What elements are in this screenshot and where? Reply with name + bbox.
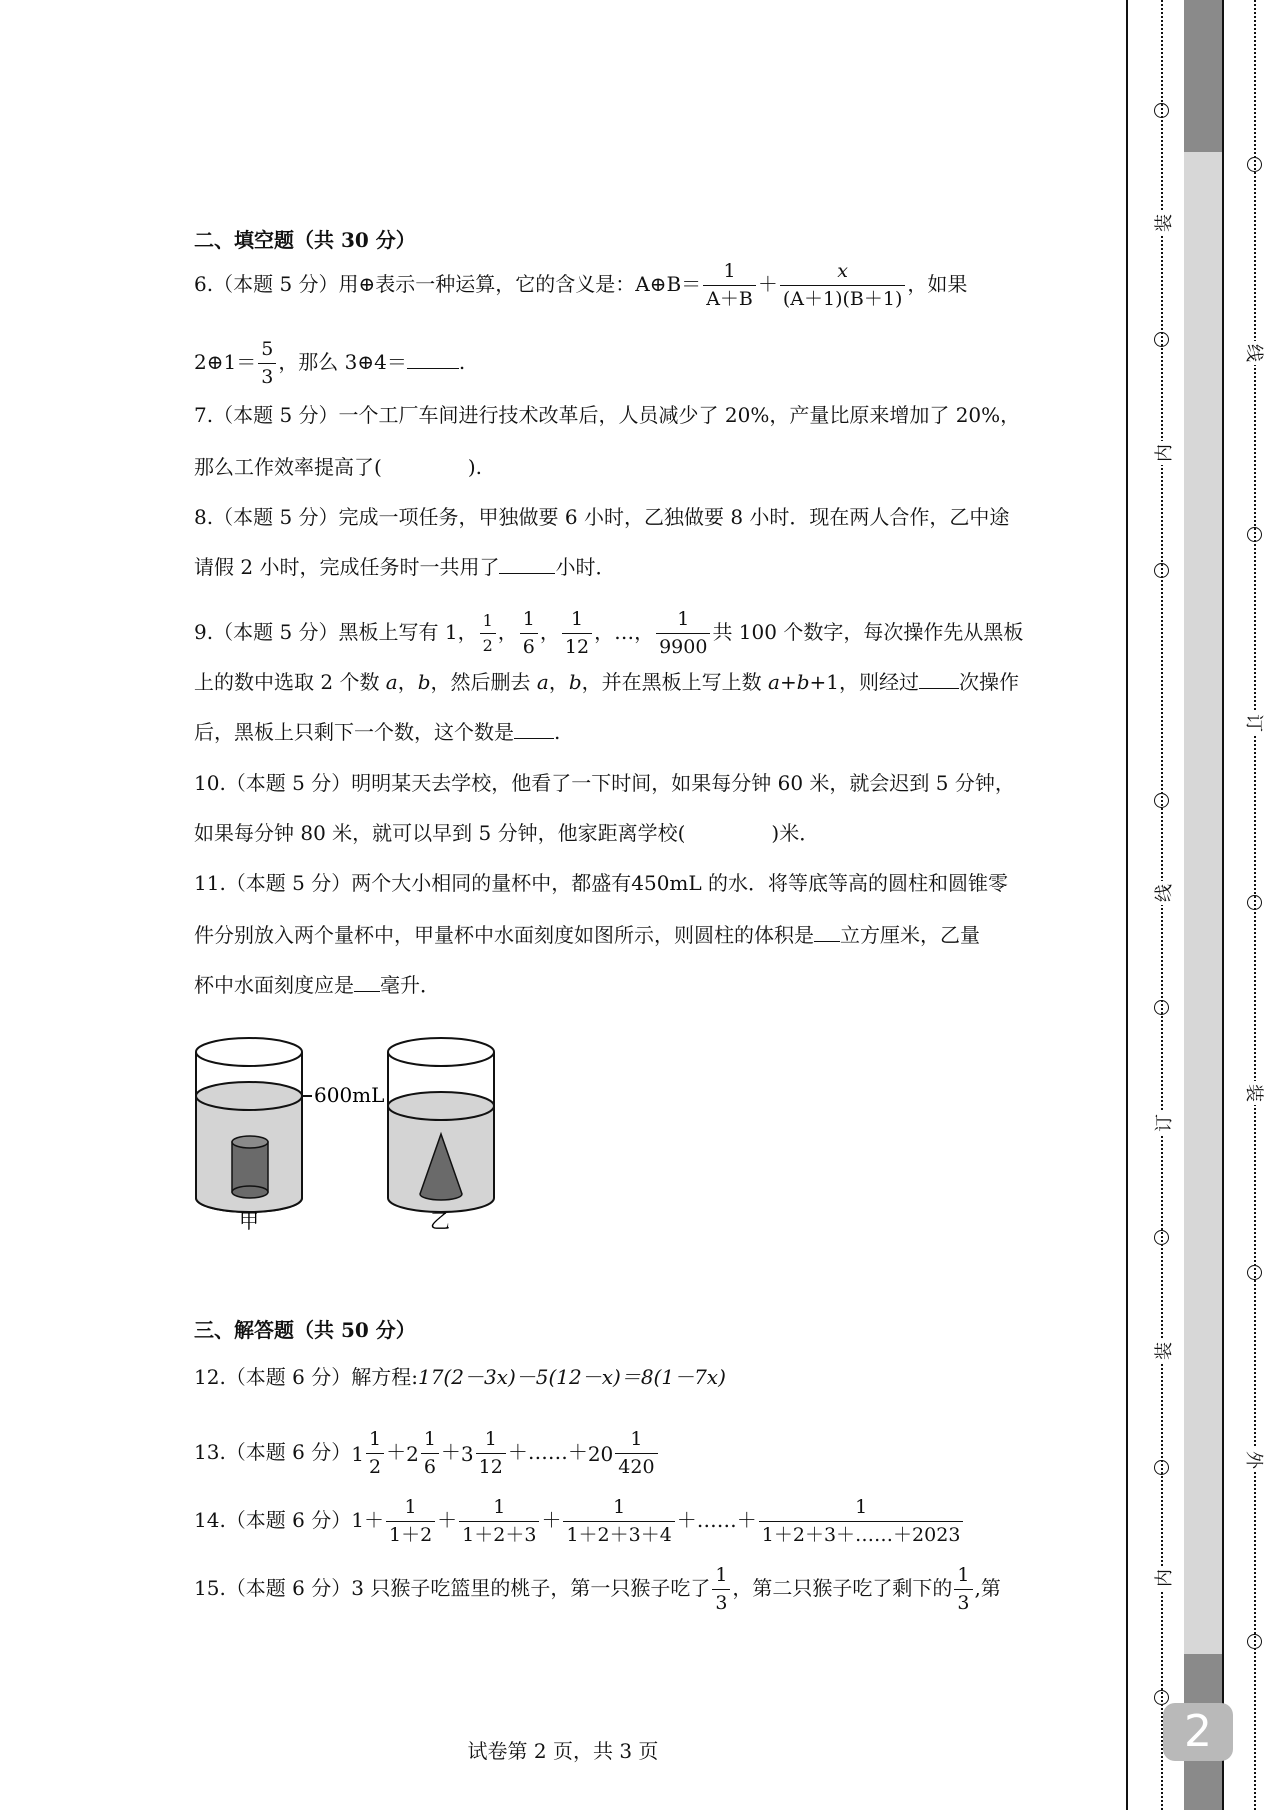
q13-dots: ＋……＋ (507, 1440, 588, 1464)
question-15 (194, 1566, 1001, 1613)
q8-l2-b: 小时． (555, 555, 616, 579)
cup-jia (196, 1038, 312, 1212)
q6-given-fraction: $\frac{5}{3}$ (258, 340, 276, 387)
q6-fraction-2: $\frac{x}{(A+1)(B+1)}$ (780, 262, 906, 309)
q11-l2-a: 件分别放入两个量杯中，甲量杯中水面刻度如图所示，则圆柱的体积是 (194, 923, 814, 947)
q8-answer-blank[interactable] (499, 553, 555, 574)
q9-fraction-3: $\frac{1}{12}$ (562, 610, 592, 657)
outer-circle-4 (1247, 1265, 1262, 1280)
q11-l3-a: 杯中水面刻度应是 (194, 973, 354, 997)
q6-l2-end: . (458, 350, 466, 374)
q9-answer-blank-2[interactable] (514, 718, 554, 739)
question-13: 13.（本题 6 分） 1 $\frac{1}{2}$ ＋ 2 $\frac{1}{6}$ ＋ 3 $\frac{1}{12}$ ＋……＋ 20 $\frac{1}{420}$ (194, 1430, 660, 1477)
q9-expr-plus: + (779, 670, 797, 694)
question-8-line-2 (194, 552, 615, 582)
q9-l2-a: 上的数中选取 2 个数 (194, 670, 386, 694)
q6-l2-b: ，那么 3⊕4＝ (278, 350, 407, 374)
q9-fraction-last: $\frac{1}{9900}$ (656, 610, 710, 657)
q7-l2-b: ). (467, 455, 482, 479)
q14-fraction-3: $\frac{1}{1+2+3+4}$ (563, 1498, 674, 1545)
q13-term-2: 2 $\frac{1}{6}$ (406, 1430, 441, 1477)
q11-answer-blank-1[interactable] (814, 921, 840, 942)
question-12 (194, 1362, 726, 1392)
q9-c4: ，并在黑板上写上数 (581, 670, 769, 694)
q9-var-b2: b (568, 670, 582, 694)
q7-l2-a: 那么工作效率提高了( (194, 455, 382, 479)
q15-a: 15.（本题 6 分）3 只猴子吃篮里的桃子，第一只猴子吃了 (194, 1576, 711, 1600)
q9-answer-blank-1[interactable] (919, 668, 959, 689)
binding-strip (1126, 0, 1280, 1810)
question-10-line-2 (194, 818, 819, 848)
inner-char-5: 装 (1150, 1339, 1176, 1363)
inner-circle-7 (1154, 1460, 1169, 1475)
question-7-line-1: 7.（本题 5 分）一个工厂车间进行技术改革后，人员减少了 20%，产量比原来增加了 20%， (194, 403, 1021, 427)
q9-l3-a: 后，黑板上只剩下一个数，这个数是 (194, 720, 514, 744)
q9-b: 共 100 个数字，每次操作先从黑板 (712, 620, 1024, 644)
outer-char-4: 外 (1242, 1448, 1268, 1472)
question-6-line-2 (194, 340, 465, 387)
q9-expr-b: b (796, 670, 810, 694)
q9-var-a2: a (536, 670, 549, 694)
outer-circle-2 (1247, 527, 1262, 542)
section-2-title: 二、填空题（共 30 分） (194, 228, 416, 252)
outer-char-2: 订 (1242, 711, 1268, 735)
q12-prefix: 12.（本题 6 分）解方程: (194, 1365, 418, 1389)
question-11-line-2 (194, 920, 980, 950)
page-number-badge[interactable]: 2 (1163, 1703, 1233, 1761)
strip-light-band (1184, 152, 1222, 1654)
q6-suffix: ，如果 (907, 272, 968, 296)
q11-answer-blank-2[interactable] (354, 971, 380, 992)
q15-b: ，第二只猴子吃了剩下的 (732, 1576, 953, 1600)
inner-char-3: 线 (1150, 881, 1176, 905)
inner-circle-4 (1154, 793, 1169, 808)
inner-circle-2 (1154, 332, 1169, 347)
question-14: 14.（本题 6 分）1＋ $\frac{1}{1+2}$ ＋ $\frac{1}{1+2+3}$ ＋ $\frac{1}{1+2+3+4}$ ＋……＋ $\frac{1}{1+2+3+\dots\dots+2023}$ (194, 1498, 965, 1545)
q6-plus: ＋ (757, 272, 778, 296)
inner-circle-8 (1154, 1690, 1169, 1705)
question-9-line-2 (194, 667, 1019, 697)
strip-right-border (1222, 0, 1224, 1810)
q10-l2-a: 如果每分钟 80 米，就可以早到 5 分钟，他家距离学校( (194, 821, 686, 845)
inner-circle-5 (1154, 1000, 1169, 1015)
q9-l2-end: 次操作 (959, 670, 1020, 694)
q14-dots: ＋……＋ (676, 1508, 757, 1532)
q13-term-1: 1 $\frac{1}{2}$ (351, 1430, 386, 1477)
question-9-line-3 (194, 717, 560, 747)
strip-dark-band-top (1184, 0, 1222, 152)
inner-char-4: 订 (1150, 1111, 1176, 1135)
q12-equation: 17(2－3x)－5(12－x)＝8(1－7x) (417, 1365, 726, 1389)
q9-fraction-1: $\frac{1}{2}$ (480, 613, 496, 654)
question-10-line-1: 10.（本题 5 分）明明某天去学校，他看了一下时间，如果每分钟 60 米，就会迟到 5 分钟， (194, 771, 1015, 795)
inner-char-6: 内 (1150, 1566, 1176, 1590)
q9-ellipsis: ，…， (594, 620, 655, 644)
question-6-line-1 (194, 262, 967, 309)
question-8-line-1: 8.（本题 5 分）完成一项任务，甲独做要 6 小时，乙独做要 8 小时．现在两人合作，乙中途 (194, 505, 1010, 529)
q6-l2-a: 2⊕1＝ (194, 350, 257, 374)
outer-circle-5 (1247, 1634, 1262, 1649)
q9-expr-c: +1，则经过 (809, 670, 920, 694)
q14-prefix: 14.（本题 6 分）1＋ (194, 1508, 384, 1532)
inner-dotted-line (1161, 0, 1163, 1810)
section-3-title: 三、解答题（共 50 分） (194, 1318, 416, 1342)
inner-circle-6 (1154, 1230, 1169, 1245)
q13-prefix: 13.（本题 6 分） (194, 1440, 352, 1464)
strip-left-border (1126, 0, 1128, 1810)
question-11-line-3 (194, 970, 440, 1000)
cup-yi-label: 乙 (430, 1209, 450, 1232)
q6-answer-blank[interactable] (407, 348, 459, 369)
q15-fraction-1: $\frac{1}{3}$ (712, 1566, 730, 1613)
cup-jia-label: 甲 (239, 1209, 259, 1232)
cup-yi (388, 1038, 494, 1212)
q6-fraction-1: $\frac{1}{A+B}$ (703, 262, 756, 309)
outer-char-1: 线 (1242, 341, 1268, 365)
q9-c3: ， (548, 670, 569, 694)
question-11-line-1: 11.（本题 5 分）两个大小相同的量杯中，都盛有450mL 的水．将等底等高的圆柱和圆锥零 (194, 871, 1009, 895)
q9-var-a: a (385, 670, 398, 694)
q6-prefix: 6.（本题 5 分）用⊕表示一种运算，它的含义是：A⊕B＝ (194, 272, 702, 296)
q9-expr-a: a (768, 670, 780, 694)
q13-term-last: 20 $\frac{1}{420}$ (588, 1430, 660, 1477)
cup-jia-scale-label: 600mL (314, 1083, 385, 1107)
question-7-line-2 (194, 452, 482, 482)
measuring-cups-figure (190, 1022, 510, 1232)
q9-var-b: b (417, 670, 431, 694)
q9-fraction-2: $\frac{1}{6}$ (520, 610, 538, 657)
q15-fraction-2: $\frac{1}{3}$ (954, 1566, 972, 1613)
q10-l2-b: )米． (771, 821, 820, 845)
outer-circle-1 (1247, 157, 1262, 172)
outer-char-3: 装 (1242, 1081, 1268, 1105)
q11-l3-b: 毫升． (380, 973, 440, 997)
q14-fraction-2: $\frac{1}{1+2+3}$ (459, 1498, 539, 1545)
inner-circle-1 (1154, 103, 1169, 118)
q8-l2-a: 请假 2 小时，完成任务时一共用了 (194, 555, 500, 579)
q14-fraction-last: $\frac{1}{1+2+3+\dots\dots+2023}$ (759, 1498, 964, 1545)
q11-l2-b: 立方厘米，乙量 (840, 923, 980, 947)
inner-char-1: 装 (1150, 211, 1176, 235)
page-footer: 试卷第 2 页，共 3 页 (467, 1739, 659, 1763)
q9-c2: ，然后删去 (430, 670, 537, 694)
q9-l3-end: . (554, 720, 561, 744)
question-9-line-1: 9.（本题 5 分）黑板上写有 1， $\frac{1}{2}$ ， $\frac{1}{6}$ ， $\frac{1}{12}$ ，…， $\frac{1}{9900}$ 共 100 个数字，每次操作先从黑板 (194, 608, 1024, 658)
q9-a: 9.（本题 5 分）黑板上写有 1， (194, 620, 478, 644)
q14-fraction-1: $\frac{1}{1+2}$ (386, 1498, 435, 1545)
q13-term-3: 3 $\frac{1}{12}$ (461, 1430, 508, 1477)
q9-c1: ， (397, 670, 418, 694)
outer-circle-3 (1247, 895, 1262, 910)
q15-c: ,第 (974, 1576, 1001, 1600)
inner-circle-3 (1154, 563, 1169, 578)
inner-char-2: 内 (1150, 441, 1176, 465)
